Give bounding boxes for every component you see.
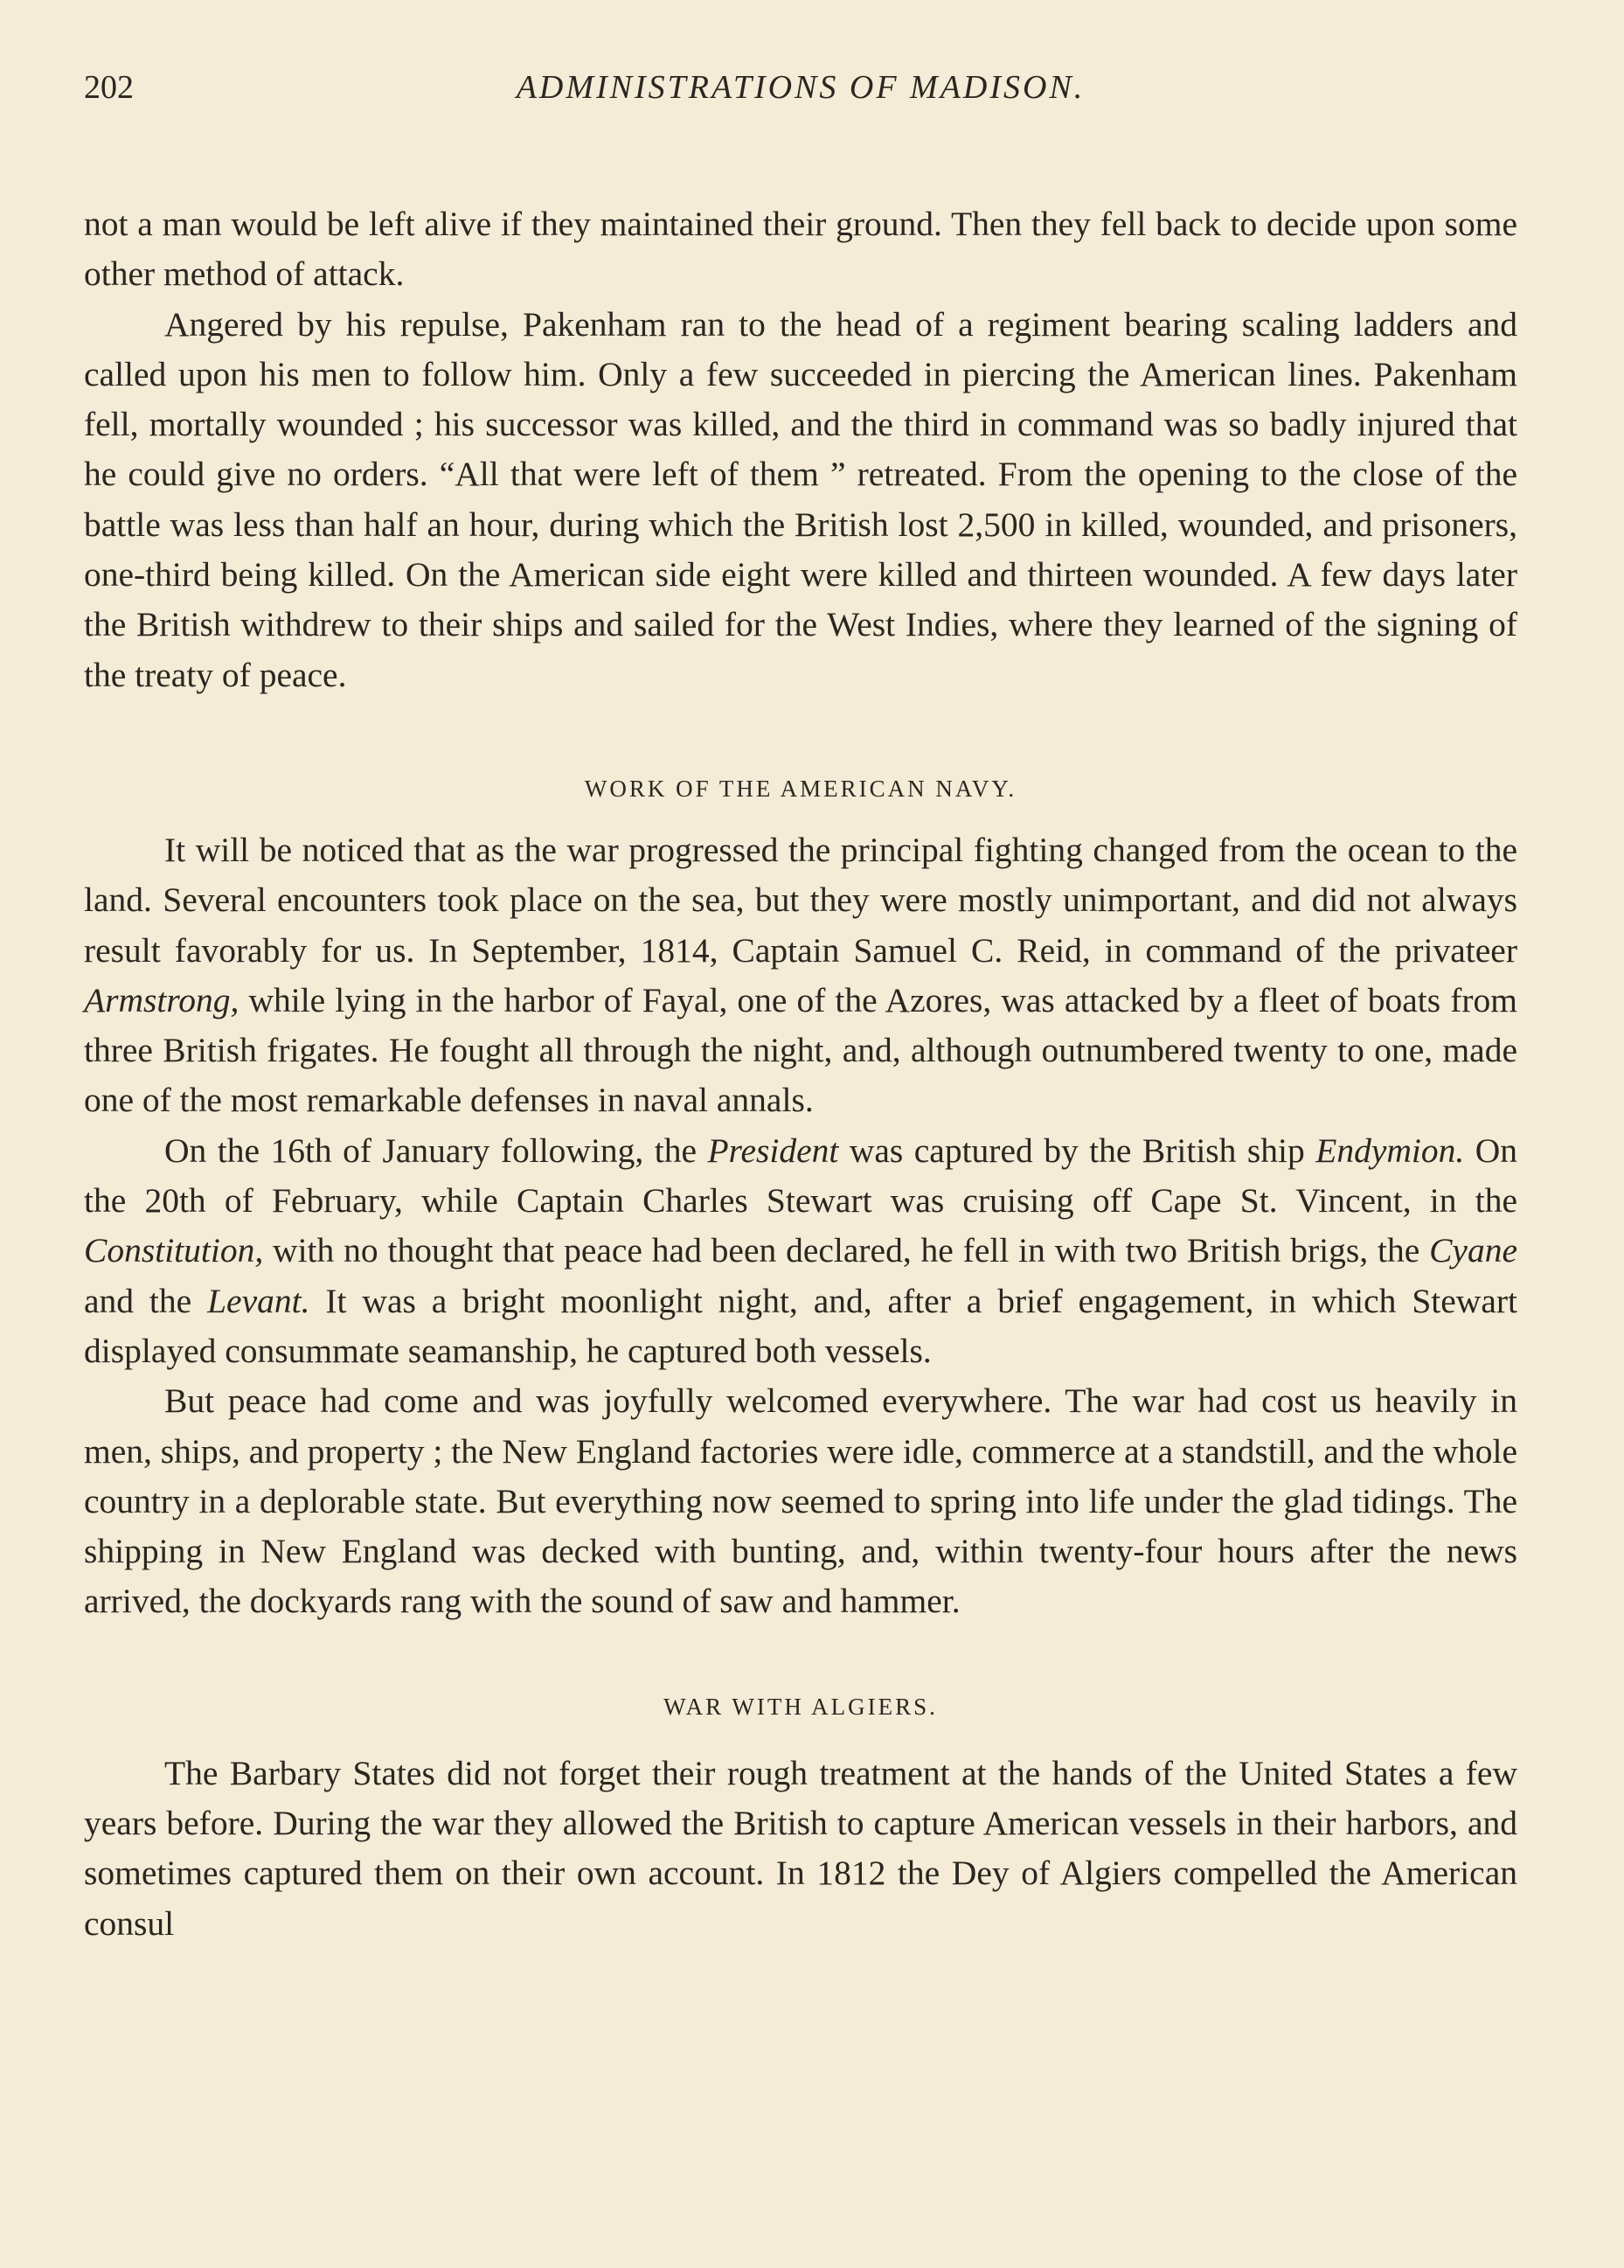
running-title: ADMINISTRATIONS OF MADISON. [516, 69, 1086, 106]
ship-name-levant: Levant. [207, 1281, 310, 1320]
text-run: It will be noticed that as the war progressed the principal fighting changed from the ocean to the land. Several encounters took place on the sea, but they were mostly unimportant, and did not always result favorably for us. In September, 1814, Captain Samuel C. Reid, in command of the privateer [84, 830, 1517, 970]
section-heading-american-navy: WORK OF THE AMERICAN NAVY. [584, 775, 1017, 802]
ship-name-cyane: Cyane [1429, 1231, 1517, 1270]
text-run: with no thought that peace had been declared, he fell in with two British brigs, the [263, 1231, 1430, 1270]
text-run: On the 20th of February, while Captain Charles Stewart was cruising off Cape St. Vincent, in the [84, 1131, 1517, 1221]
ship-name-constitution: Constitution, [84, 1231, 264, 1270]
page-number: 202 [84, 69, 134, 106]
ship-name-president: President [707, 1131, 839, 1170]
section-heading-war-with-algiers: WAR WITH ALGIERS. [663, 1693, 938, 1720]
book-page [84, 61, 1517, 1949]
text-run: It was a bright moonlight night, and, after a brief engagement, in which Stewart displayed consummate seamanship, he captured both vessels. [84, 1281, 1517, 1370]
ship-name-armstrong: Armstrong, [84, 980, 239, 1019]
running-head [84, 61, 1517, 114]
paragraph-peace-welcomed: But peace had come and was joyfully welcomed everywhere. The war had cost us heavily in men, ships, and property ; the New England factories were idle, commerce at a standstill, and the whole country in a deplorable state. But everything now seemed to spring into life under the glad tidings. The shipping in New England was decked with bunting, and, within twenty-four hours after the news arrived, the dockyards rang with the sound of saw and hammer. [84, 1381, 1517, 1621]
ship-name-endymion: Endymion. [1315, 1131, 1465, 1170]
text-run: while lying in the harbor of Fayal, one of the Azores, was attacked by a fleet of boats from three British frigates. He fought all through the night, and, although outnumbered twenty to one, made one of the most remarkable defenses in naval annals. [84, 980, 1517, 1120]
paragraph-continuation: not a man would be left alive if they maintained their ground. Then they fell back to decide upon some other method of attack. [84, 205, 1517, 294]
text-run: was captured by the British ship [838, 1131, 1316, 1170]
paragraph-naval-encounters [84, 825, 1517, 1126]
paragraph-pakenham-repulse: Angered by his repulse, Pakenham ran to the head of a regiment bearing scaling ladders and called upon his men to follow him. Only a few succeeded in piercing the American lines. Pakenham fell, mortally wounded ; his successor was killed, and the third in command was so badly injured that he could give no orders. “All that were left of them ” retreated. From the opening to the close of the battle was less than half an hour, during which the British lost 2,500 in killed, wounded, and prisoners, one-third being killed. On the American side eight were killed and thirteen wounded. A few days later the British withdrew to their ships and sailed for the West Indies, where they learned of the signing of the treaty of peace. [84, 304, 1517, 694]
body-text [84, 199, 1517, 1949]
text-run: and the [84, 1281, 208, 1320]
paragraph-president-constitution [84, 1126, 1517, 1376]
text-run: On the 16th of January following, the [164, 1131, 708, 1170]
paragraph-barbary-states: The Barbary States did not forget their rough treatment at the hands of the United States a few years before. During the war they allowed the British to capture American vessels in their harbors, and sometimes captured them on their own account. In 1812 the Dey of Algiers compelled the American consul [84, 1753, 1517, 1943]
